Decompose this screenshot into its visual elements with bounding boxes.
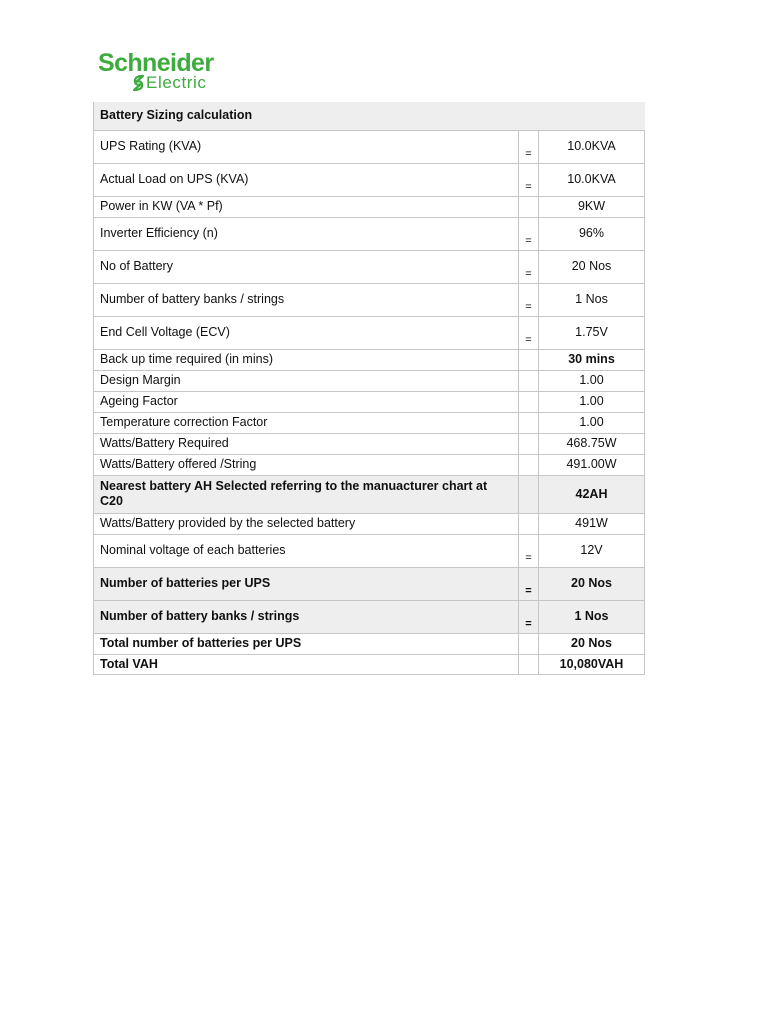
row-equals <box>519 654 539 674</box>
row-label: Total VAH <box>94 654 519 674</box>
battery-sizing-table <box>93 102 645 675</box>
row-equals <box>519 412 539 433</box>
row-label: Back up time required (in mins) <box>94 349 519 370</box>
table-row-power-kw <box>94 196 645 217</box>
table-row-inverter-efficiency <box>94 217 645 250</box>
row-value: 12V <box>539 534 645 567</box>
row-value: 1 Nos <box>539 283 645 316</box>
row-label: Temperature correction Factor <box>94 412 519 433</box>
table-row-watts-required <box>94 433 645 454</box>
table-row-no-of-battery <box>94 250 645 283</box>
row-label: No of Battery <box>94 250 519 283</box>
row-equals: = <box>519 316 539 349</box>
row-equals: = <box>519 130 539 163</box>
logo-mark-icon <box>131 74 146 92</box>
row-label: Watts/Battery provided by the selected battery <box>94 513 519 534</box>
row-equals: = <box>519 217 539 250</box>
row-value: 491.00W <box>539 454 645 475</box>
row-equals: = <box>519 600 539 633</box>
row-label: Inverter Efficiency (n) <box>94 217 519 250</box>
table-row-nearest-battery-ah <box>94 475 645 513</box>
row-label: Power in KW (VA * Pf) <box>94 196 519 217</box>
schneider-electric-logo <box>98 50 238 96</box>
table-title: Battery Sizing calculation <box>94 102 645 130</box>
row-label: Actual Load on UPS (KVA) <box>94 163 519 196</box>
row-value: 20 Nos <box>539 633 645 654</box>
row-label: Number of battery banks / strings <box>94 283 519 316</box>
row-value: 10.0KVA <box>539 163 645 196</box>
row-equals <box>519 633 539 654</box>
row-value: 9KW <box>539 196 645 217</box>
row-label: Watts/Battery offered /String <box>94 454 519 475</box>
row-label: Ageing Factor <box>94 391 519 412</box>
row-value: 491W <box>539 513 645 534</box>
row-value: 1.00 <box>539 370 645 391</box>
logo-wordmark-schneider: Schneider <box>98 49 214 77</box>
row-value: 20 Nos <box>539 250 645 283</box>
table-row-banks-strings-total <box>94 600 645 633</box>
table-row-design-margin <box>94 370 645 391</box>
table-row-ageing-factor <box>94 391 645 412</box>
row-value: 10,080VAH <box>539 654 645 674</box>
row-value: 1.00 <box>539 391 645 412</box>
table-row-watts-offered <box>94 454 645 475</box>
logo-wordmark-electric: Electric <box>146 73 207 92</box>
row-equals: = <box>519 250 539 283</box>
row-value: 1.00 <box>539 412 645 433</box>
table-row-ups-rating <box>94 130 645 163</box>
table-row-total-batteries <box>94 633 645 654</box>
row-equals <box>519 513 539 534</box>
row-value: 30 mins <box>539 349 645 370</box>
table-row-backup-time <box>94 349 645 370</box>
table-row-battery-banks <box>94 283 645 316</box>
row-equals <box>519 433 539 454</box>
row-value: 468.75W <box>539 433 645 454</box>
row-value: 42AH <box>539 475 645 513</box>
table-row-batteries-per-ups <box>94 567 645 600</box>
table-row-watts-provided <box>94 513 645 534</box>
row-label: UPS Rating (KVA) <box>94 130 519 163</box>
row-equals <box>519 349 539 370</box>
row-label: Watts/Battery Required <box>94 433 519 454</box>
row-equals: = <box>519 163 539 196</box>
row-equals <box>519 370 539 391</box>
table-row-end-cell-voltage <box>94 316 645 349</box>
table-row-nominal-voltage <box>94 534 645 567</box>
table-header-row <box>94 102 645 130</box>
row-equals <box>519 454 539 475</box>
row-value: 20 Nos <box>539 567 645 600</box>
row-equals <box>519 475 539 513</box>
row-label: Nominal voltage of each batteries <box>94 534 519 567</box>
row-equals: = <box>519 567 539 600</box>
row-value: 1 Nos <box>539 600 645 633</box>
table-row-total-vah <box>94 654 645 674</box>
row-equals <box>519 391 539 412</box>
row-label: Design Margin <box>94 370 519 391</box>
row-label: Nearest battery AH Selected referring to the manuacturer chart at C20 <box>94 475 519 513</box>
row-equals: = <box>519 283 539 316</box>
row-label: End Cell Voltage (ECV) <box>94 316 519 349</box>
row-value: 1.75V <box>539 316 645 349</box>
row-equals <box>519 196 539 217</box>
row-value: 96% <box>539 217 645 250</box>
row-value: 10.0KVA <box>539 130 645 163</box>
row-equals: = <box>519 534 539 567</box>
row-label: Number of batteries per UPS <box>94 567 519 600</box>
table-row-temperature-factor <box>94 412 645 433</box>
row-label: Total number of batteries per UPS <box>94 633 519 654</box>
row-label: Number of battery banks / strings <box>94 600 519 633</box>
table-row-actual-load <box>94 163 645 196</box>
